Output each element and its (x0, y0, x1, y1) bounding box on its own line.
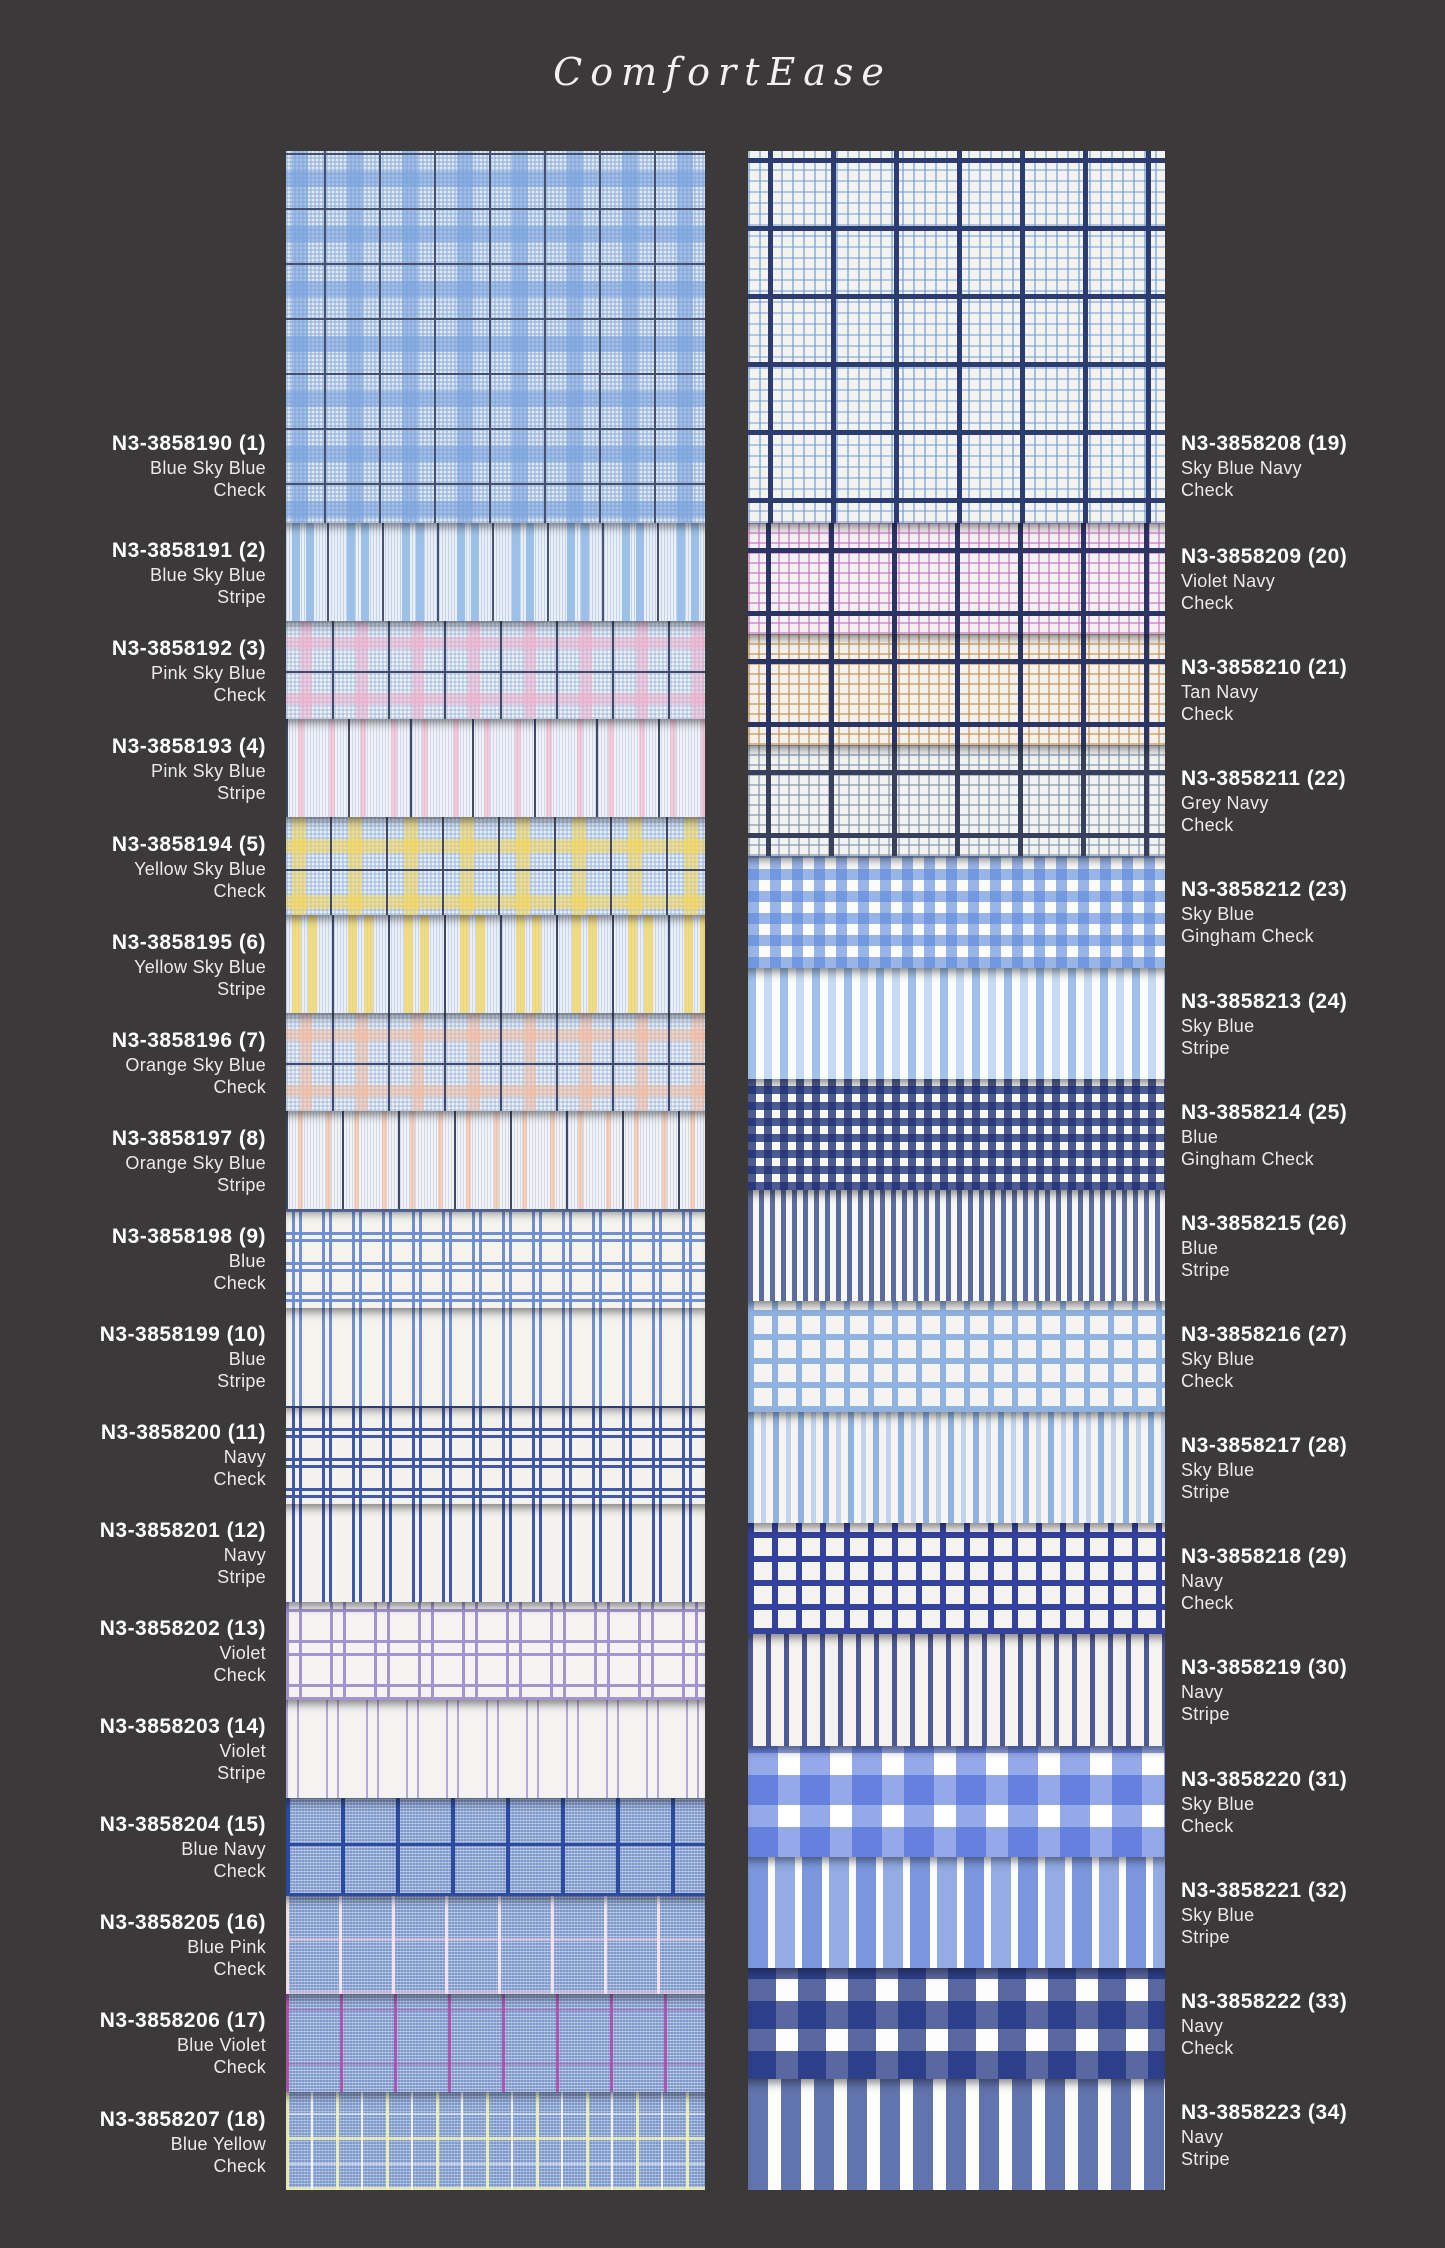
swatch-label (80, 1994, 266, 2092)
swatch-label (1181, 634, 1400, 745)
swatch-code: N3-3858213 (24) (1181, 989, 1348, 1013)
swatch-label (80, 1209, 266, 1307)
swatch-code: N3-3858223 (34) (1181, 2101, 1348, 2125)
swatch-label (1181, 856, 1400, 967)
swatch-color-name: Navy (223, 1545, 266, 1566)
swatch-color-name: Navy (1181, 1571, 1224, 1592)
swatch-weave-type: Check (1181, 593, 1234, 614)
swatch-label (80, 915, 266, 1013)
swatch-color-name: Blue (1181, 1237, 1219, 1258)
swatch-row (80, 1013, 705, 1111)
fabric-swatch[interactable] (286, 2092, 705, 2190)
swatch-color-name: Blue (228, 1250, 266, 1271)
swatch-label (80, 817, 266, 915)
fabric-swatch[interactable] (286, 1994, 705, 2092)
swatch-row (80, 1700, 705, 1798)
swatch-label (80, 1406, 266, 1504)
fabric-swatch[interactable] (748, 745, 1165, 856)
fabric-swatch[interactable] (748, 1634, 1165, 1745)
swatch-code: N3-3858215 (26) (1181, 1211, 1348, 1235)
swatch-row (80, 523, 705, 621)
swatch-color-name: Navy (1181, 2127, 1224, 2148)
swatch-row (80, 719, 705, 817)
swatch-label (80, 1896, 266, 1994)
swatch-weave-type: Stripe (217, 1567, 266, 1588)
swatch-code: N3-3858195 (6) (111, 930, 266, 954)
swatch-label (1181, 1523, 1400, 1634)
fabric-swatch[interactable] (286, 1798, 705, 1896)
fabric-swatch[interactable] (286, 1700, 705, 1798)
swatch-label (80, 1700, 266, 1798)
swatch-row (748, 1523, 1400, 1634)
swatch-color-name: Orange Sky Blue (125, 1054, 266, 1075)
swatch-color-name: Blue Yellow (170, 2133, 266, 2154)
swatch-code: N3-3858211 (22) (1181, 767, 1347, 791)
fabric-swatch[interactable] (748, 151, 1165, 523)
swatch-weave-type: Check (1181, 1815, 1234, 1836)
swatch-code: N3-3858221 (32) (1181, 1878, 1348, 1902)
swatch-weave-type: Check (1181, 704, 1234, 725)
swatch-row (748, 1079, 1400, 1190)
swatch-label (80, 2092, 266, 2190)
swatch-row (748, 1634, 1400, 1745)
swatch-label (1181, 2079, 1400, 2190)
swatch-label (1181, 151, 1400, 523)
swatch-label (1181, 1301, 1400, 1412)
swatch-row (80, 1994, 705, 2092)
swatch-row (748, 634, 1400, 745)
swatch-weave-type: Check (1181, 480, 1234, 500)
fabric-swatch[interactable] (748, 523, 1165, 634)
swatch-row (748, 856, 1400, 967)
swatch-code: N3-3858218 (29) (1181, 1545, 1348, 1569)
swatch-code: N3-3858196 (7) (111, 1028, 266, 1052)
swatch-label (80, 1602, 266, 1700)
left-swatch-column (80, 151, 705, 2190)
swatch-code: N3-3858193 (4) (111, 734, 266, 758)
swatch-row (80, 915, 705, 1013)
swatch-weave-type: Stripe (1181, 1482, 1230, 1503)
swatch-row (80, 2092, 705, 2190)
swatch-label (1181, 1746, 1400, 1857)
swatch-weave-type: Check (1181, 1371, 1234, 1392)
page-title: ComfortEase (553, 50, 892, 94)
fabric-swatch[interactable] (748, 2079, 1165, 2190)
swatch-label (1181, 1079, 1400, 1190)
swatch-weave-type: Check (213, 2155, 266, 2176)
swatch-color-name: Violet (219, 1643, 266, 1664)
swatch-code: N3-3858212 (23) (1181, 878, 1348, 902)
swatch-weave-type: Gingham Check (1181, 926, 1314, 947)
swatch-color-name: Yellow Sky Blue (134, 858, 266, 879)
swatch-row (80, 1209, 705, 1307)
swatch-row (748, 1190, 1400, 1301)
swatch-row (748, 1857, 1400, 1968)
swatch-label (1181, 1634, 1400, 1745)
swatch-weave-type: Stripe (217, 978, 266, 999)
fabric-swatch[interactable] (286, 817, 705, 915)
swatch-row (80, 1896, 705, 1994)
swatch-row (748, 1301, 1400, 1412)
swatch-color-name: Navy (223, 1447, 266, 1468)
swatch-weave-type: Gingham Check (1181, 1148, 1314, 1169)
swatch-color-name: Navy (1181, 1682, 1224, 1703)
swatch-color-name: Sky Blue (1181, 1793, 1255, 1814)
swatch-row (748, 1412, 1400, 1523)
swatch-code: N3-3858220 (31) (1181, 1767, 1348, 1791)
swatch-color-name: Sky Blue Navy (1181, 458, 1302, 478)
swatch-color-name: Grey Navy (1181, 793, 1269, 814)
fabric-swatch[interactable] (286, 719, 705, 817)
swatch-row (748, 968, 1400, 1079)
swatch-weave-type: Check (213, 1861, 266, 1882)
swatch-weave-type: Stripe (217, 1371, 266, 1392)
swatch-row (748, 745, 1400, 856)
swatch-row (80, 817, 705, 915)
swatch-code: N3-3858194 (5) (111, 832, 266, 856)
swatch-label (1181, 745, 1400, 856)
swatch-label (80, 1111, 266, 1209)
swatch-color-name: Sky Blue (1181, 1015, 1255, 1036)
fabric-swatch[interactable] (286, 621, 705, 719)
swatch-color-name: Sky Blue (1181, 904, 1255, 925)
swatch-color-name: Pink Sky Blue (151, 760, 266, 781)
swatch-row (80, 1798, 705, 1896)
fabric-swatch[interactable] (748, 968, 1165, 1079)
fabric-swatch[interactable] (286, 915, 705, 1013)
swatch-row (80, 1308, 705, 1406)
swatch-label (80, 1308, 266, 1406)
swatch-code: N3-3858210 (21) (1181, 656, 1348, 680)
swatch-weave-type: Stripe (1181, 1926, 1230, 1947)
swatch-row (80, 1406, 705, 1504)
fabric-swatch[interactable] (748, 1079, 1165, 1190)
fabric-swatch[interactable] (748, 856, 1165, 967)
swatch-code: N3-3858219 (30) (1181, 1656, 1348, 1680)
fabric-swatch[interactable] (286, 1504, 705, 1602)
fabric-swatch[interactable] (286, 523, 705, 621)
fabric-swatch[interactable] (748, 1190, 1165, 1301)
swatch-color-name: Violet Navy (1181, 571, 1276, 592)
swatch-weave-type: Check (213, 1469, 266, 1490)
swatch-weave-type: Stripe (1181, 1037, 1230, 1058)
swatch-label (1181, 523, 1400, 634)
swatch-color-name: Blue (228, 1349, 266, 1370)
swatch-weave-type: Stripe (217, 586, 266, 607)
fabric-swatch[interactable] (286, 1111, 705, 1209)
fabric-swatch[interactable] (286, 1406, 705, 1504)
swatch-row (748, 151, 1400, 523)
fabric-swatch[interactable] (286, 1602, 705, 1700)
swatch-row (80, 1504, 705, 1602)
right-swatch-column (748, 151, 1400, 2190)
fabric-swatch[interactable] (286, 1308, 705, 1406)
swatch-weave-type: Check (1181, 1593, 1234, 1614)
swatch-code: N3-3858202 (13) (99, 1617, 266, 1641)
swatch-code: N3-3858216 (27) (1181, 1323, 1348, 1347)
swatch-code: N3-3858208 (19) (1181, 432, 1348, 455)
fabric-swatch[interactable] (748, 1746, 1165, 1857)
swatch-board (80, 151, 1400, 2190)
swatch-label (80, 523, 266, 621)
fabric-swatch[interactable] (748, 1523, 1165, 1634)
swatch-label (80, 719, 266, 817)
swatch-row (748, 2079, 1400, 2190)
swatch-weave-type: Check (213, 1959, 266, 1980)
swatch-color-name: Blue Pink (187, 1937, 266, 1958)
swatch-weave-type: Check (1181, 815, 1234, 836)
swatch-label (80, 151, 266, 523)
swatch-row (748, 523, 1400, 634)
swatch-weave-type: Check (213, 480, 266, 500)
swatch-code: N3-3858217 (28) (1181, 1434, 1348, 1458)
swatch-row (80, 1111, 705, 1209)
swatch-color-name: Orange Sky Blue (125, 1152, 266, 1173)
swatch-weave-type: Stripe (1181, 1704, 1230, 1725)
swatch-row (80, 151, 705, 523)
swatch-code: N3-3858198 (9) (111, 1224, 266, 1248)
swatch-code: N3-3858197 (8) (111, 1126, 266, 1150)
swatch-color-name: Blue Sky Blue (150, 564, 266, 585)
swatch-code: N3-3858199 (10) (99, 1323, 266, 1347)
swatch-code: N3-3858222 (33) (1181, 1989, 1348, 2013)
swatch-code: N3-3858209 (20) (1181, 545, 1348, 569)
swatch-code: N3-3858203 (14) (99, 1715, 266, 1739)
swatch-color-name: Violet (219, 1741, 266, 1762)
swatch-row (748, 1968, 1400, 2079)
swatch-code: N3-3858192 (3) (111, 636, 266, 660)
swatch-weave-type: Check (213, 1665, 266, 1686)
swatch-color-name: Sky Blue (1181, 1349, 1255, 1370)
swatch-code: N3-3858205 (16) (99, 1911, 266, 1935)
swatch-color-name: Yellow Sky Blue (134, 956, 266, 977)
swatch-code: N3-3858204 (15) (99, 1813, 266, 1837)
swatch-row (80, 1602, 705, 1700)
swatch-color-name: Blue Navy (181, 1839, 266, 1860)
swatch-code: N3-3858200 (11) (100, 1421, 266, 1445)
swatch-label (1181, 1190, 1400, 1301)
swatch-label (80, 1798, 266, 1896)
swatch-color-name: Blue Violet (176, 2035, 266, 2056)
fabric-swatch[interactable] (748, 1857, 1165, 1968)
swatch-weave-type: Check (1181, 2037, 1234, 2058)
swatch-code: N3-3858207 (18) (99, 2107, 266, 2131)
swatch-label (80, 1504, 266, 1602)
swatch-code: N3-3858214 (25) (1181, 1100, 1348, 1124)
swatch-color-name: Sky Blue (1181, 1460, 1255, 1481)
swatch-label (80, 621, 266, 719)
swatch-color-name: Tan Navy (1181, 682, 1259, 703)
fabric-swatch[interactable] (286, 151, 705, 523)
swatch-code: N3-3858206 (17) (99, 2009, 266, 2033)
swatch-row (748, 1746, 1400, 1857)
swatch-weave-type: Stripe (1181, 2149, 1230, 2170)
swatch-color-name: Pink Sky Blue (151, 662, 266, 683)
swatch-weave-type: Stripe (217, 782, 266, 803)
fabric-swatch[interactable] (286, 1013, 705, 1111)
swatch-weave-type: Stripe (217, 1174, 266, 1195)
swatch-code: N3-3858190 (1) (111, 432, 266, 455)
swatch-color-name: Blue (1181, 1126, 1219, 1147)
swatch-weave-type: Check (213, 684, 266, 705)
swatch-label (1181, 1968, 1400, 2079)
fabric-swatch[interactable] (748, 1412, 1165, 1523)
swatch-weave-type: Check (213, 2057, 266, 2078)
fabric-swatch[interactable] (748, 1301, 1165, 1412)
swatch-label (1181, 1857, 1400, 1968)
swatch-weave-type: Stripe (217, 1763, 266, 1784)
swatch-code: N3-3858201 (12) (99, 1519, 266, 1543)
swatch-color-name: Sky Blue (1181, 1904, 1255, 1925)
fabric-swatch[interactable] (286, 1209, 705, 1307)
fabric-swatch[interactable] (286, 1896, 705, 1994)
swatch-weave-type: Stripe (1181, 1259, 1230, 1280)
swatch-color-name: Blue Sky Blue (150, 458, 266, 478)
swatch-weave-type: Check (213, 880, 266, 901)
swatch-weave-type: Check (213, 1076, 266, 1097)
fabric-swatch[interactable] (748, 1968, 1165, 2079)
swatch-label (80, 1013, 266, 1111)
swatch-weave-type: Check (213, 1272, 266, 1293)
swatch-color-name: Navy (1181, 2015, 1224, 2036)
fabric-swatch[interactable] (748, 634, 1165, 745)
swatch-code: N3-3858191 (2) (111, 538, 266, 562)
swatch-row (80, 621, 705, 719)
swatch-label (1181, 1412, 1400, 1523)
swatch-label (1181, 968, 1400, 1079)
